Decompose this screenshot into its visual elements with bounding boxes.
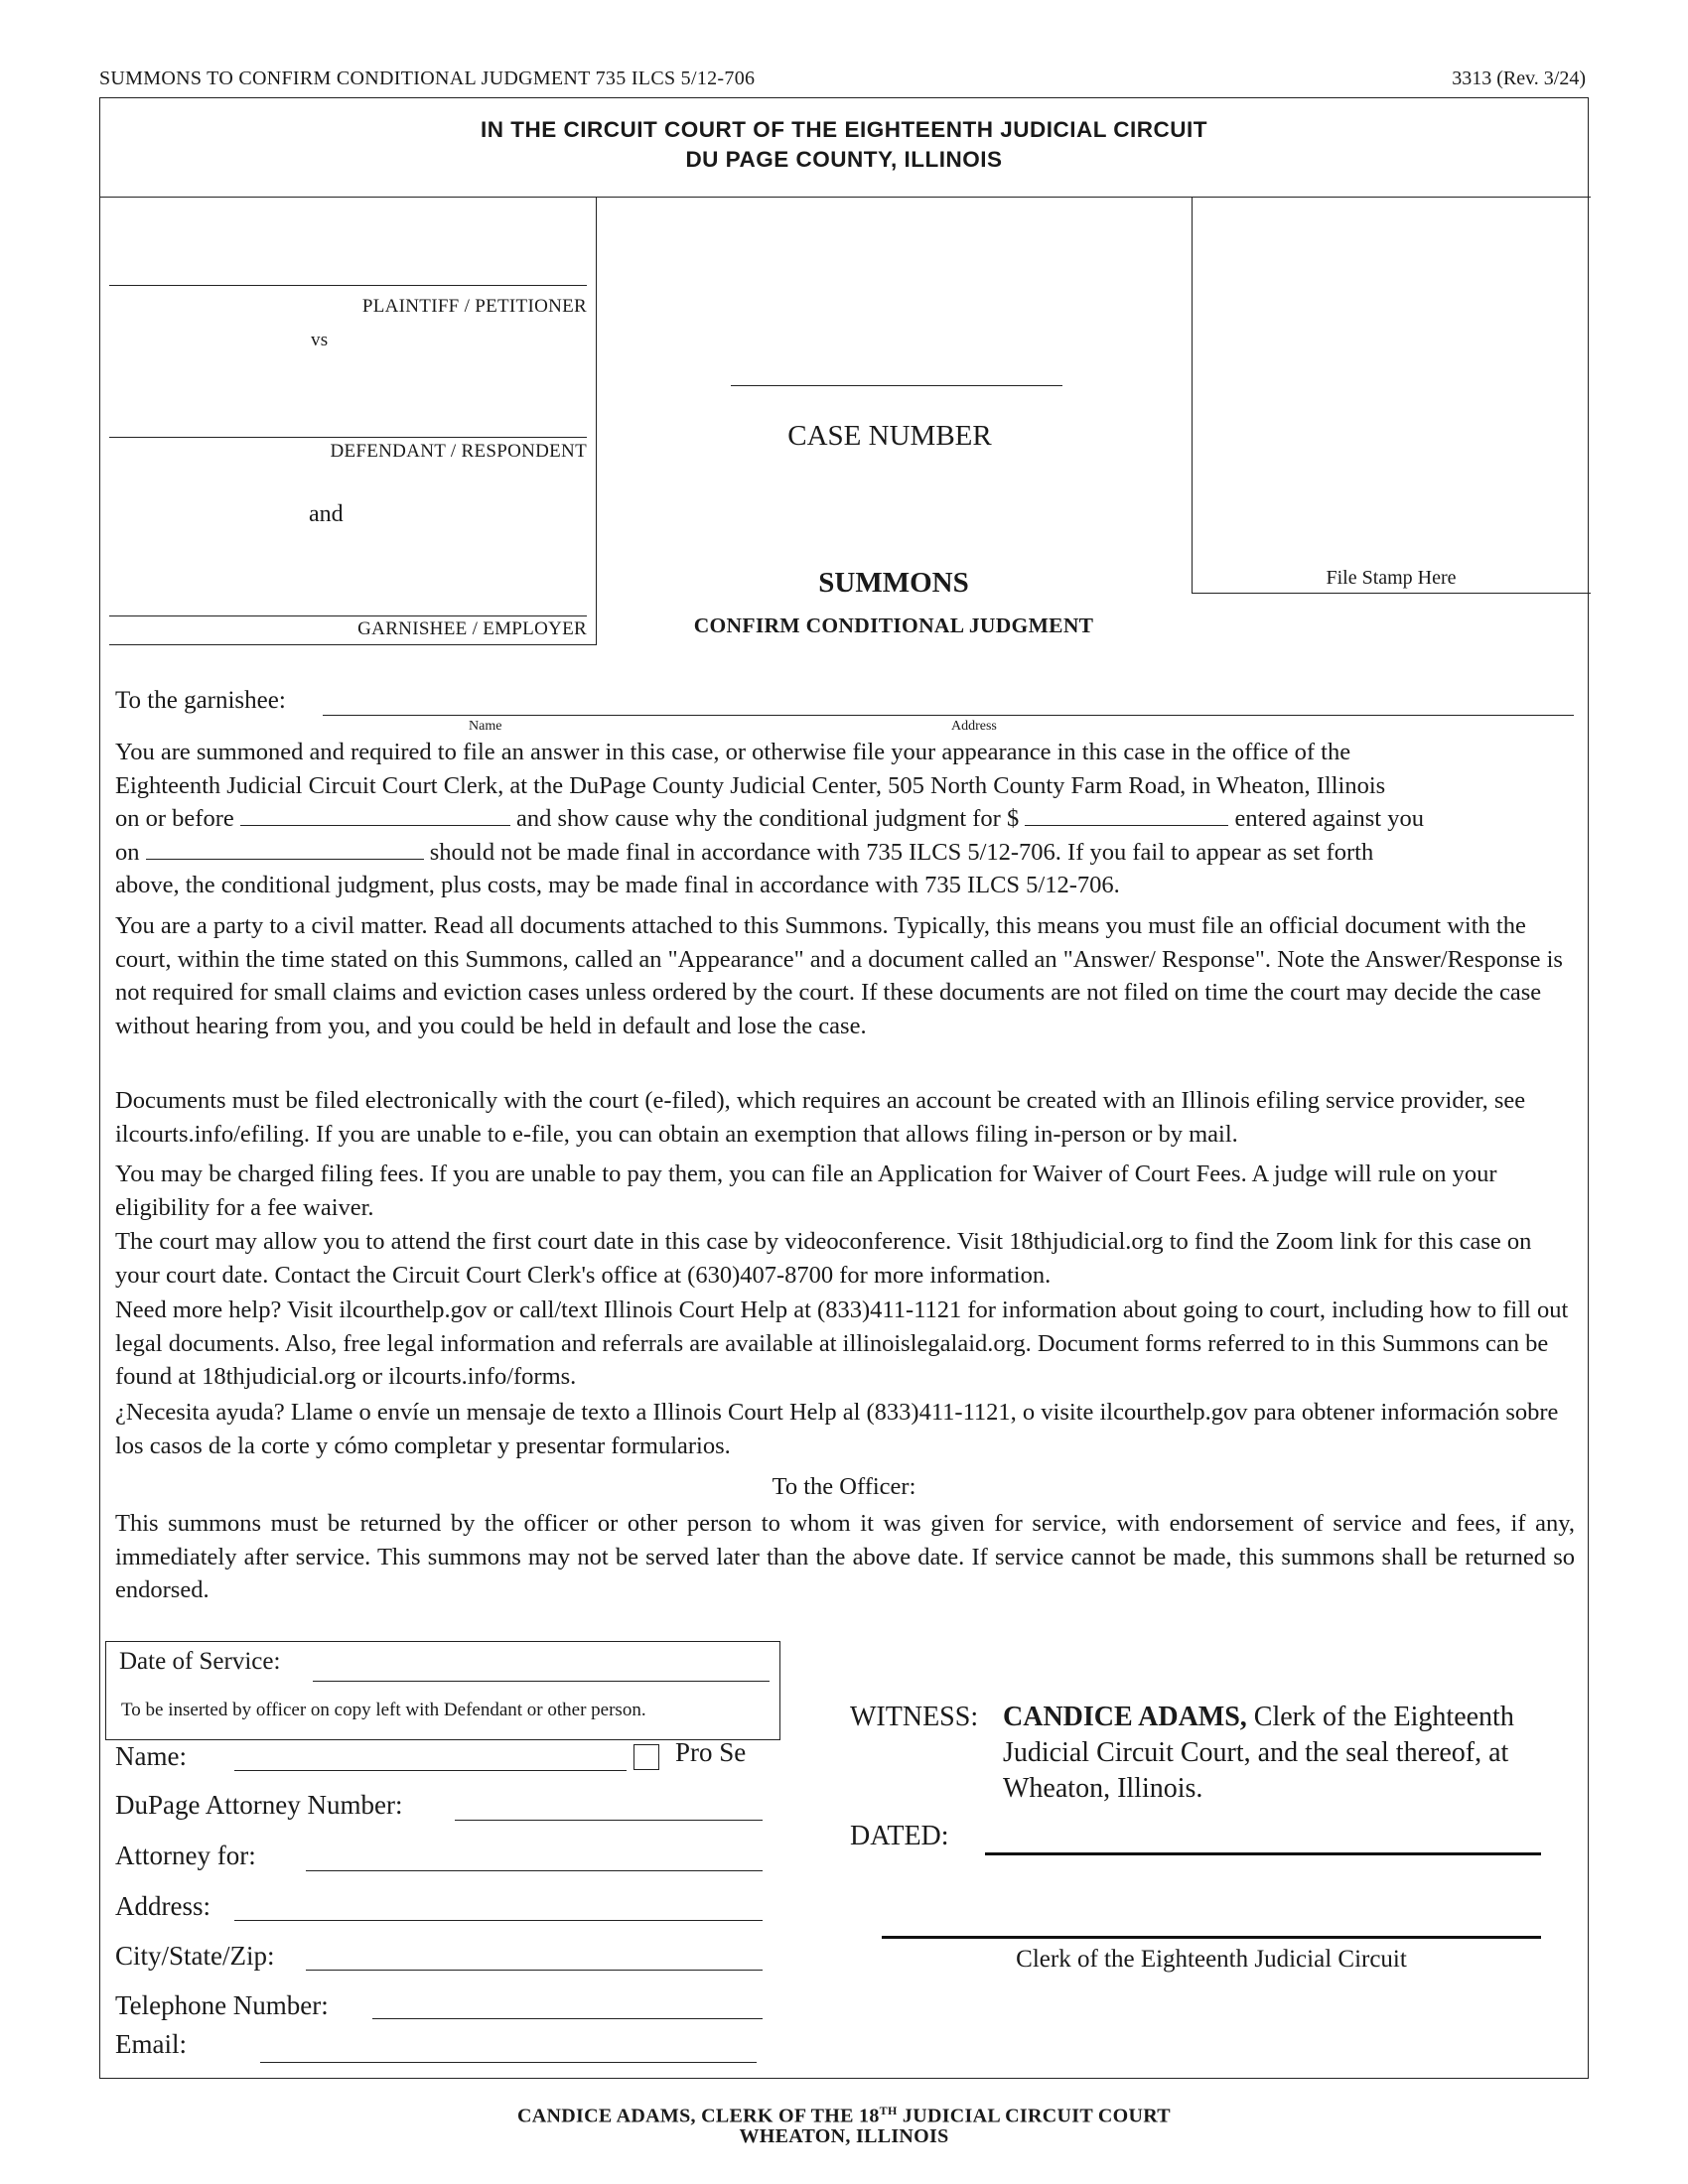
attorney-number-label: DuPage Attorney Number: <box>115 1790 403 1820</box>
dated-field[interactable] <box>985 1852 1541 1855</box>
address-field[interactable] <box>234 1920 763 1921</box>
garnishee-field[interactable] <box>109 615 587 616</box>
summons-line-1: You are summoned and required to file an answer in this case, or otherwise file your appearance in this case in the office of the <box>115 739 1351 765</box>
date-of-service-label: Date of Service: <box>119 1648 281 1675</box>
court-county: DU PAGE COUNTY, ILLINOIS <box>685 147 1003 172</box>
court-name: IN THE CIRCUIT COURT OF THE EIGHTEENTH JUDICIAL CIRCUIT <box>480 117 1208 142</box>
officer-paragraph: This summons must be returned by the officer or other person to whom it was given for service, with endorsement of service and fees, if any, immediately after service. This summons may not be served later than the above date. If service cannot be made, this summons shall be returned so endorsed. <box>115 1510 1575 1603</box>
answer-date-field[interactable] <box>240 805 510 826</box>
witness-line-3: Wheaton, Illinois. <box>1003 1773 1203 1804</box>
footer-ordinal: TH <box>879 2104 898 2117</box>
garnishee-line-label: To the garnishee: <box>115 687 286 714</box>
date-of-service-field[interactable] <box>313 1681 770 1682</box>
efile-paragraph: Documents must be filed electronically with the court (e-filed), which requires an account be created with an Illinois efiling service provider, see ilcourts.info/efiling. If you are unable to e-file, you can obtain an exemption that allows filing in-person or by mail. <box>115 1087 1526 1148</box>
judgment-date-field[interactable] <box>146 839 424 860</box>
spanish-paragraph: ¿Necesita ayuda? Llame o envíe un mensaje de texto a Illinois Court Help al (833)411-1121, o visite ilcourthelp.gov para obtener información sobre los casos de la corte y cómo completar y presentar formularios. <box>115 1399 1559 1459</box>
pro-se-label: Pro Se <box>675 1737 747 1767</box>
plaintiff-field[interactable] <box>109 285 587 286</box>
city-state-zip-label: City/State/Zip: <box>115 1941 275 1971</box>
summons-line-2: Eighteenth Judicial Circuit Court Clerk, at the DuPage County Judicial Center, 505 North County Farm Road, in Wheaton, Illinois <box>115 771 1386 799</box>
attorney-name-field[interactable] <box>234 1770 627 1771</box>
document-title: SUMMONS <box>818 567 969 599</box>
fees-paragraph: You may be charged filing fees. If you are unable to pay them, you can file an Application for Waiver of Court Fees. A judge will rule on your eligibility for a fee waiver. <box>115 1160 1497 1221</box>
clerk-signature-caption: Clerk of the Eighteenth Judicial Circuit <box>1016 1946 1407 1973</box>
document-subtitle: CONFIRM CONDITIONAL JUDGMENT <box>693 614 1094 637</box>
witness-line-1 <box>1003 1700 1514 1735</box>
pro-se-checkbox[interactable] <box>633 1744 659 1770</box>
telephone-field[interactable] <box>372 2018 763 2019</box>
witness-label: WITNESS: <box>850 1702 979 1732</box>
summons-line-5: above, the conditional judgment, plus costs, may be made final in accordance with 735 ILCS 5/12-706. <box>115 872 1120 898</box>
civil-matter-paragraph: You are a party to a civil matter. Read all documents attached to this Summons. Typically, this means you must file an official document with the court, within the time stated on this Summons, called an "Appearance" and a document called an "Answer/ Response". Note the Answer/Response is not required for small claims and eviction cases unless ordered by the court. If these documents are not filed on time the court may decide the case without hearing from you, and you could be held in default and lose the case. <box>115 912 1563 1039</box>
file-stamp-label: File Stamp Here <box>1326 567 1457 589</box>
footer-line-2: WHEATON, ILLINOIS <box>739 2125 949 2147</box>
case-number-label: CASE NUMBER <box>787 420 992 452</box>
form-title: SUMMONS TO CONFIRM CONDITIONAL JUDGMENT 735 ILCS 5/12-706 <box>99 68 756 89</box>
garnishee-name-address-field[interactable] <box>323 715 1574 716</box>
attorney-for-field[interactable] <box>306 1870 763 1871</box>
city-state-zip-field[interactable] <box>306 1970 763 1971</box>
plaintiff-label: PLAINTIFF / PETITIONER <box>361 296 587 317</box>
show-cause-text: and show cause why the conditional judgment for $ <box>515 805 1020 832</box>
caption-top-line <box>467 197 597 198</box>
name-caption: Name <box>469 719 502 734</box>
footer-line-1 <box>99 2104 1589 2128</box>
address-label: Address: <box>115 1891 211 1921</box>
caption-box <box>109 197 597 645</box>
footer-clerk: CANDICE ADAMS, CLERK OF THE 18 <box>517 2105 880 2127</box>
clerk-signature-line[interactable] <box>882 1936 1541 1939</box>
on-label: on <box>115 838 140 866</box>
telephone-label: Telephone Number: <box>115 1990 329 2020</box>
case-number-field[interactable] <box>731 385 1062 386</box>
defendant-label: DEFENDANT / RESPONDENT <box>330 441 587 462</box>
judgment-amount-field[interactable] <box>1025 805 1228 826</box>
file-stamp-box <box>1192 197 1591 594</box>
help-paragraph: Need more help? Visit ilcourthelp.gov or call/text Illinois Court Help at (833)411-1121 for information about going to court, including how to fill out legal documents. Also, free legal information and referrals are available at illinoislegalaid.org. Document forms referred to in this Summons can be found at 18thjudicial.org or ilcourts.info/forms. <box>115 1297 1569 1390</box>
entered-against-text: entered against you <box>1234 805 1424 832</box>
service-note: To be inserted by officer on copy left with Defendant or other person. <box>121 1700 646 1720</box>
email-label: Email: <box>115 2029 187 2059</box>
summons-paragraph <box>115 736 1575 902</box>
and-label: and <box>309 501 344 527</box>
summons-line-3 <box>115 802 1575 836</box>
witness-line-2: Judicial Circuit Court, and the seal thereof, at <box>1003 1737 1509 1768</box>
on-or-before-label: on or before <box>115 805 234 832</box>
garnishee-label: GARNISHEE / EMPLOYER <box>357 618 587 639</box>
attorney-number-field[interactable] <box>455 1820 763 1821</box>
form-number: 3313 (Rev. 3/24) <box>1452 68 1586 89</box>
witness-line-1-rest: Clerk of the Eighteenth <box>1253 1702 1514 1732</box>
attorney-for-label: Attorney for: <box>115 1841 256 1870</box>
footer-court: JUDICIAL CIRCUIT COURT <box>897 2105 1171 2127</box>
email-field[interactable] <box>260 2062 757 2063</box>
versus-label: vs <box>311 330 329 350</box>
attorney-name-label: Name: <box>115 1741 187 1771</box>
clerk-name: CANDICE ADAMS, <box>1003 1702 1247 1732</box>
dated-label: DATED: <box>850 1821 949 1851</box>
final-text: should not be made final in accordance with 735 ILCS 5/12-706. If you fail to appear as set forth <box>429 838 1374 866</box>
summons-line-4 <box>115 836 1575 870</box>
address-caption: Address <box>951 719 997 734</box>
officer-heading: To the Officer: <box>772 1473 916 1500</box>
video-paragraph: The court may allow you to attend the first court date in this case by videoconference. Visit 18thjudicial.org to find the Zoom link for this case on your court date. Contact the Circuit Court Clerk's office at (630)407-8700 for more information. <box>115 1228 1532 1289</box>
defendant-field[interactable] <box>109 437 587 438</box>
